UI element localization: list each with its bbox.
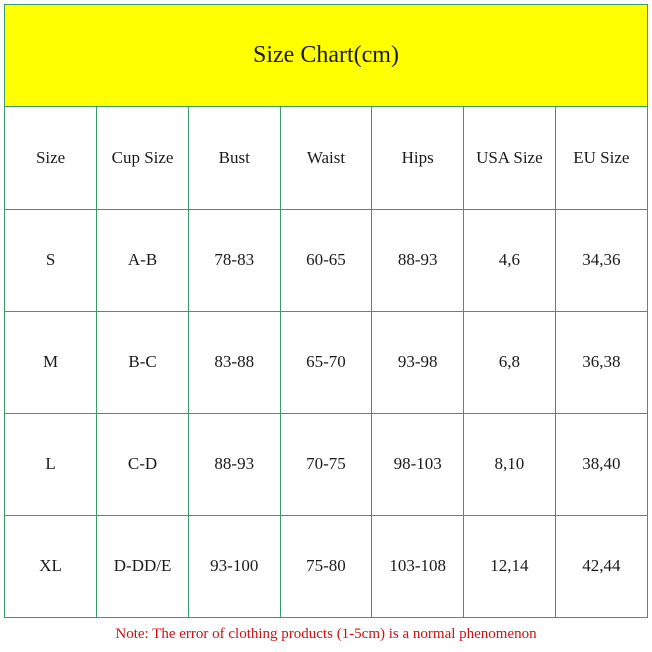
cell-hips: 93-98 bbox=[372, 311, 464, 413]
cell-eu-size: 38,40 bbox=[555, 413, 647, 515]
cell-cup-size: B-C bbox=[97, 311, 189, 413]
cell-size: M bbox=[5, 311, 97, 413]
table-row bbox=[5, 311, 647, 413]
cell-waist: 65-70 bbox=[280, 311, 372, 413]
cell-usa-size: 12,14 bbox=[464, 515, 556, 617]
size-chart bbox=[4, 4, 648, 618]
column-header-bust: Bust bbox=[188, 107, 280, 209]
cell-eu-size: 36,38 bbox=[555, 311, 647, 413]
column-header-usa-size: USA Size bbox=[464, 107, 556, 209]
cell-hips: 88-93 bbox=[372, 209, 464, 311]
column-header-size: Size bbox=[5, 107, 97, 209]
cell-usa-size: 4,6 bbox=[464, 209, 556, 311]
cell-size: L bbox=[5, 413, 97, 515]
column-header-waist: Waist bbox=[280, 107, 372, 209]
cell-usa-size: 8,10 bbox=[464, 413, 556, 515]
cell-eu-size: 42,44 bbox=[555, 515, 647, 617]
cell-usa-size: 6,8 bbox=[464, 311, 556, 413]
chart-title: Size Chart(cm) bbox=[5, 5, 647, 107]
cell-bust: 88-93 bbox=[188, 413, 280, 515]
column-header-eu-size: EU Size bbox=[555, 107, 647, 209]
cell-bust: 83-88 bbox=[188, 311, 280, 413]
cell-eu-size: 34,36 bbox=[555, 209, 647, 311]
cell-cup-size: D-DD/E bbox=[97, 515, 189, 617]
cell-cup-size: C-D bbox=[97, 413, 189, 515]
cell-size: XL bbox=[5, 515, 97, 617]
cell-bust: 78-83 bbox=[188, 209, 280, 311]
table-row bbox=[5, 209, 647, 311]
error-note: Note: The error of clothing products (1-5cm) is a normal phenomenon bbox=[115, 626, 537, 642]
column-header-cup-size: Cup Size bbox=[97, 107, 189, 209]
table-header-row bbox=[5, 107, 647, 209]
cell-cup-size: A-B bbox=[97, 209, 189, 311]
cell-size: S bbox=[5, 209, 97, 311]
table-row bbox=[5, 413, 647, 515]
cell-bust: 93-100 bbox=[188, 515, 280, 617]
cell-waist: 60-65 bbox=[280, 209, 372, 311]
cell-waist: 70-75 bbox=[280, 413, 372, 515]
cell-hips: 98-103 bbox=[372, 413, 464, 515]
size-table bbox=[5, 107, 647, 617]
column-header-hips: Hips bbox=[372, 107, 464, 209]
table-row bbox=[5, 515, 647, 617]
cell-hips: 103-108 bbox=[372, 515, 464, 617]
cell-waist: 75-80 bbox=[280, 515, 372, 617]
